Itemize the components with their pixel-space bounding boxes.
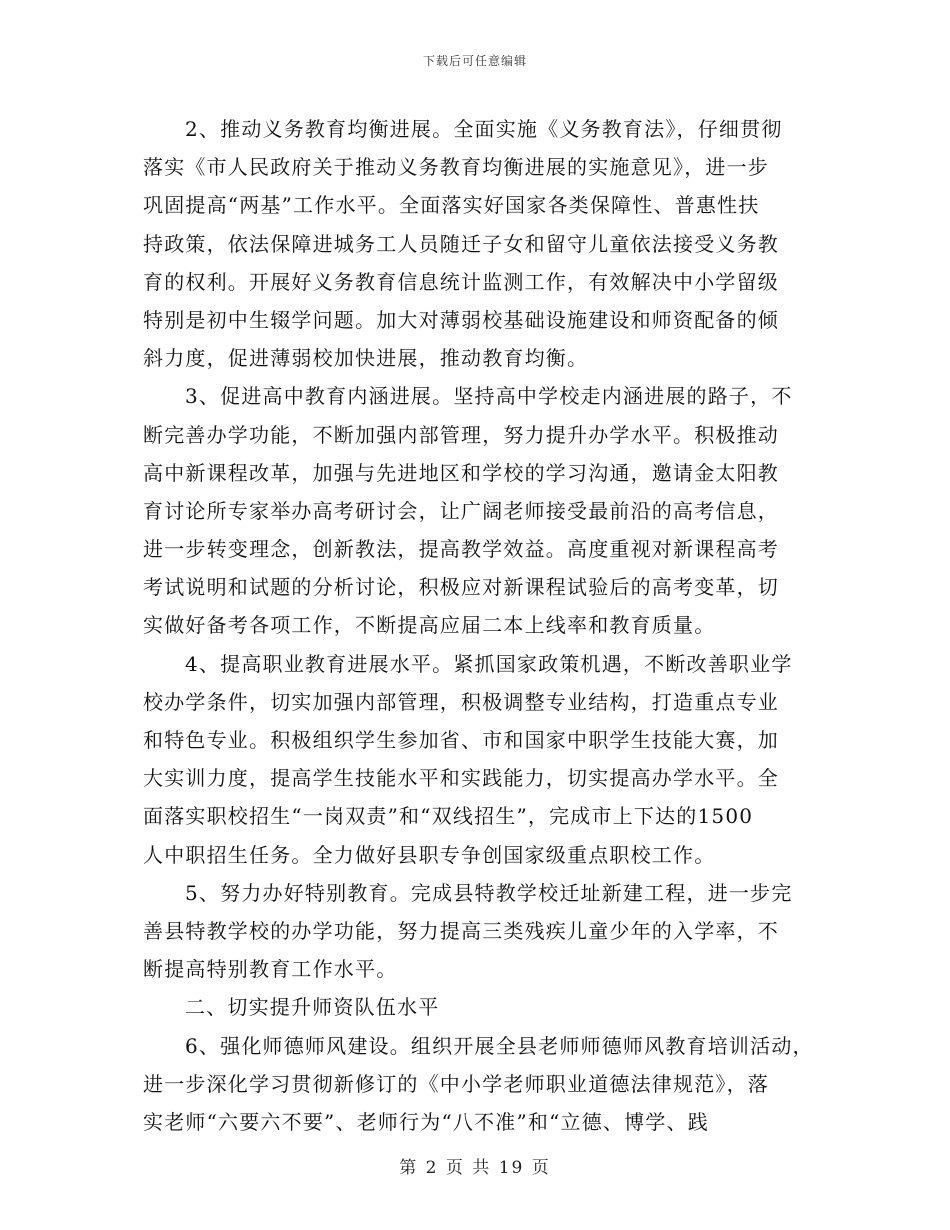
text-line: 4、提高职业教育进展水平。紧抓国家政策机遇，不断改善职业学 <box>185 651 793 676</box>
text-line: 善县特教学校的办学功能，努力提高三类残疾儿童少年的入学率，不 <box>143 918 779 943</box>
document-body <box>143 110 815 1141</box>
text-line: 特别是初中生辍学问题。加大对薄弱校基础设施建设和师资配备的倾 <box>143 307 779 332</box>
text-line: 大实训力度，提高学生技能水平和实践能力，切实提高办学水平。全 <box>143 766 779 791</box>
text-line: 人中职招生任务。全力做好县职专争创国家级重点职校工作。 <box>143 842 716 867</box>
text-line: 断提高特别教育工作水平。 <box>143 957 398 982</box>
text-line: 断完善办学功能，不断加强内部管理，努力提升办学水平。积极推动 <box>143 422 779 447</box>
text-line: 校办学条件，切实加强内部管理，积极调整专业结构，打造重点专业 <box>143 689 779 714</box>
text-line: 6、强化师德师风建设。组织开展全县老师师德师风教育培训活动， <box>185 1033 814 1058</box>
text-line: 实老师“六要六不要”、老师行为“八不准”和“立德、博学、践 <box>143 1109 709 1134</box>
text-line: 二、切实提升师资队伍水平 <box>185 995 440 1020</box>
text-line: 巩固提高“两基”工作水平。全面落实好国家各类保障性、普惠性扶 <box>143 193 760 218</box>
text-line: 落实《市人民政府关于推动义务教育均衡进展的实施意见》，进一步 <box>143 155 769 180</box>
text-line: 育的权利。开展好义务教育信息统计监测工作，有效解决中小学留级 <box>143 269 779 294</box>
text-line: 育讨论所专家举办高考研讨会，让广阔老师接受最前沿的高考信息， <box>143 498 779 523</box>
text-line: 和特色专业。积极组织学生参加省、市和国家中职学生技能大赛，加 <box>143 728 779 752</box>
page-header: 下载后可任意编辑 <box>422 54 527 68</box>
text-line: 面落实职校招生“一岗双责”和“双线招生”，完成市上下达的1500 <box>143 804 754 829</box>
text-line: 3、促进高中教育内涵进展。坚持高中学校走内涵进展的路子，不 <box>185 384 793 409</box>
text-line: 实做好备考各项工作，不断提高应届二本上线率和教育质量。 <box>143 613 716 638</box>
text-line: 2、推动义务教育均衡进展。全面实施《义务教育法》，仔细贯彻 <box>185 117 783 141</box>
text-line: 斜力度，促进薄弱校加快进展，推动教育均衡。 <box>143 346 589 371</box>
page-number-footer: 第 2 页 共 19 页 <box>399 1158 551 1178</box>
text-line: 高中新课程改革，加强与先进地区和学校的学习沟通，邀请金太阳教 <box>143 460 779 485</box>
text-line: 考试说明和试题的分析讨论，积极应对新课程试验后的高考变革，切 <box>143 575 779 600</box>
text-line: 进一步深化学习贯彻新修订的《中小学老师职业道德法律规范》，落 <box>143 1071 769 1096</box>
text-line: 5、努力办好特别教育。完成县特教学校迁址新建工程，进一步完 <box>185 880 793 905</box>
text-line: 进一步转变理念，创新教法，提高教学效益。高度重视对新课程高考 <box>143 537 779 562</box>
text-line: 持政策，依法保障进城务工人员随迁子女和留守儿童依法接受义务教 <box>143 231 779 256</box>
